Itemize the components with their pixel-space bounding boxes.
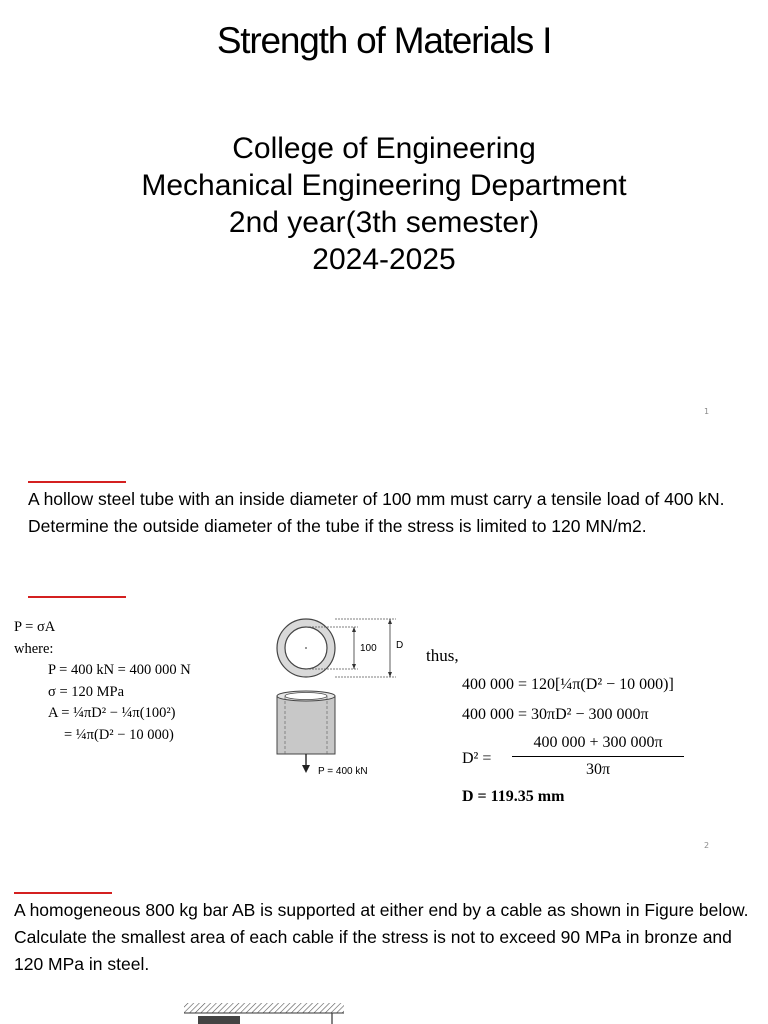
subtitle-college: College of Engineering (232, 132, 536, 165)
solution-right (426, 646, 766, 816)
thus-label: thus, (426, 646, 459, 665)
equation-step-2: 400 000 = 30πD² − 300 000π (462, 706, 649, 723)
equation-step-3-denominator: 30π (585, 761, 611, 778)
subtitle-department: Mechanical Engineering Department (141, 169, 627, 202)
subtitle-academic-year: 2024-2025 (312, 243, 456, 276)
equation-step-1: 400 000 = 120[¼π(D² − 10 000)] (462, 676, 674, 693)
equation-p-sigma-a: P = σA (14, 619, 56, 635)
accent-line-bottom (28, 596, 126, 598)
subtitle-year: 2nd year(3th semester) (228, 206, 540, 239)
page-number: 2 (704, 841, 710, 850)
slide-title-heading: Strength of Materials I (216, 20, 552, 61)
load-label: P = 400 kN (318, 766, 368, 777)
outer-diameter-label: D (396, 640, 404, 651)
ceiling-support-figure (184, 1001, 346, 1024)
hatched-ceiling (184, 1003, 344, 1013)
equation-area: A = ¼πD² − ¼π(100²) (48, 705, 176, 721)
fraction-bar (512, 756, 684, 757)
equation-load: P = 400 kN = 400 000 N (48, 662, 191, 678)
problem-statement: A hollow steel tube with an inside diameter of 100 mm must carry a tensile load of 400 kN. Determine the outside diameter of the tube if the stress is limited to 120 MN/m2. (28, 489, 725, 536)
page-number: 1 (704, 407, 710, 416)
where-label: where: (14, 640, 54, 657)
slide-problem-1 (0, 450, 768, 870)
hollow-tube-figure (268, 610, 418, 780)
problem-statement: A homogeneous 800 kg bar AB is supported at either end by a cable as shown in Figure below. Calculate the smallest area of each cable if the stress is not to exceed 90 MPa in bronze and 120 MPa in steel. (14, 900, 749, 974)
slide-title-subtitle (0, 130, 768, 278)
equation-step-3-numerator: 400 000 + 300 000π (533, 734, 663, 751)
accent-line-top (14, 892, 112, 894)
equation-stress: σ = 120 MPa (48, 683, 125, 700)
final-result: D = 119.35 mm (462, 788, 565, 805)
solution-left (14, 617, 191, 746)
equation-step-3-lhs: D² = (462, 750, 492, 767)
equation-area-simplified: = ¼π(D² − 10 000) (64, 726, 174, 743)
inner-diameter-label: 100 (360, 643, 377, 654)
slide-problem-2 (0, 875, 768, 1024)
slide-title (0, 0, 768, 432)
accent-line-top (28, 481, 126, 483)
support-bracket (198, 1016, 240, 1024)
